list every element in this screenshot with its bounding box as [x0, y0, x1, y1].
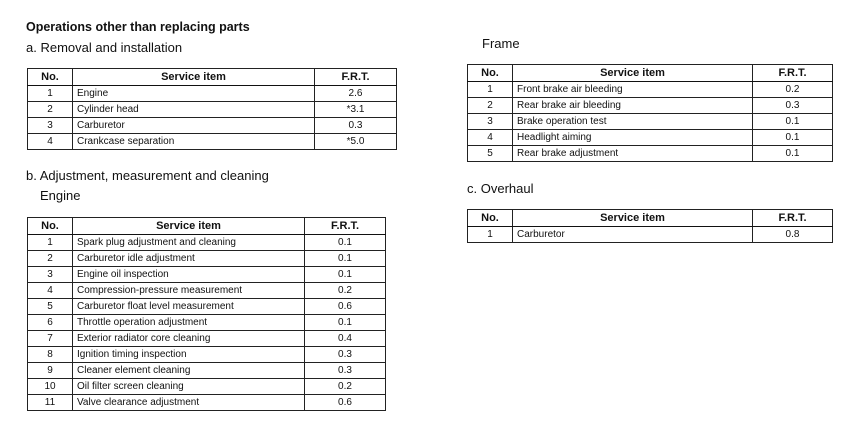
table-row — [468, 227, 833, 243]
service-item-cell: Carburetor — [73, 118, 315, 134]
row-number: 11 — [28, 395, 73, 411]
row-number: 3 — [468, 114, 513, 130]
table-row — [28, 363, 386, 379]
table-header-row — [468, 210, 833, 227]
header-frt: F.R.T. — [305, 218, 386, 235]
table-header-row — [28, 218, 386, 235]
service-item-cell: Compression-pressure measurement — [73, 283, 305, 299]
service-item-cell: Front brake air bleeding — [513, 82, 753, 98]
frt-value: 2.6 — [315, 86, 397, 102]
frt-value: 0.6 — [305, 395, 386, 411]
table-row — [468, 98, 833, 114]
service-item-cell: Brake operation test — [513, 114, 753, 130]
frame-table — [467, 64, 833, 162]
row-number: 5 — [28, 299, 73, 315]
row-number: 1 — [468, 227, 513, 243]
service-item-cell: Carburetor idle adjustment — [73, 251, 305, 267]
row-number: 1 — [28, 86, 73, 102]
table-row — [28, 347, 386, 363]
row-number: 1 — [28, 235, 73, 251]
frt-value: 0.3 — [305, 363, 386, 379]
removal-installation-table — [27, 68, 397, 150]
adjustment-engine-table — [27, 217, 386, 411]
row-number: 4 — [28, 283, 73, 299]
header-service-item: Service item — [513, 65, 753, 82]
service-item-cell: Engine oil inspection — [73, 267, 305, 283]
overhaul-table — [467, 209, 833, 243]
table-row — [28, 102, 397, 118]
row-number: 6 — [28, 315, 73, 331]
service-item-cell: Rear brake adjustment — [513, 146, 753, 162]
table-row — [28, 251, 386, 267]
table-row — [28, 86, 397, 102]
section-c-title: c. Overhaul — [467, 181, 534, 196]
service-item-cell: Rear brake air bleeding — [513, 98, 753, 114]
header-frt: F.R.T. — [753, 210, 833, 227]
table-row — [28, 134, 397, 150]
frt-value: 0.2 — [305, 379, 386, 395]
table-header-row — [28, 69, 397, 86]
service-item-cell: Cleaner element cleaning — [73, 363, 305, 379]
row-number: 4 — [28, 134, 73, 150]
row-number: 3 — [28, 118, 73, 134]
header-no: No. — [468, 210, 513, 227]
service-item-cell: Engine — [73, 86, 315, 102]
frt-value: 0.1 — [305, 235, 386, 251]
table-row — [28, 395, 386, 411]
table-row — [28, 283, 386, 299]
service-item-cell: Exterior radiator core cleaning — [73, 331, 305, 347]
service-item-cell: Ignition timing inspection — [73, 347, 305, 363]
row-number: 5 — [468, 146, 513, 162]
section-a-title: a. Removal and installation — [26, 40, 183, 55]
frt-value: 0.1 — [753, 130, 833, 146]
table-row — [28, 299, 386, 315]
service-item-cell: Cylinder head — [73, 102, 315, 118]
frt-value: 0.3 — [315, 118, 397, 134]
row-number: 2 — [28, 251, 73, 267]
frt-value: *5.0 — [315, 134, 397, 150]
row-number: 3 — [28, 267, 73, 283]
table-row — [28, 331, 386, 347]
header-frt: F.R.T. — [315, 69, 397, 86]
table-row — [468, 146, 833, 162]
section-b-subtitle: Engine — [40, 188, 81, 203]
table-row — [28, 379, 386, 395]
row-number: 4 — [468, 130, 513, 146]
header-service-item: Service item — [73, 218, 305, 235]
frame-title: Frame — [482, 36, 520, 51]
row-number: 1 — [468, 82, 513, 98]
header-frt: F.R.T. — [753, 65, 833, 82]
table-row — [28, 235, 386, 251]
frt-value: 0.4 — [305, 331, 386, 347]
service-item-cell: Crankcase separation — [73, 134, 315, 150]
header-service-item: Service item — [513, 210, 753, 227]
table-row — [468, 130, 833, 146]
row-number: 9 — [28, 363, 73, 379]
service-item-cell: Spark plug adjustment and cleaning — [73, 235, 305, 251]
table-row — [468, 114, 833, 130]
section-b-title: b. Adjustment, measurement and cleaning — [26, 168, 269, 183]
header-no: No. — [28, 69, 73, 86]
frt-value: 0.2 — [753, 82, 833, 98]
frt-value: 0.6 — [305, 299, 386, 315]
frt-value: *3.1 — [315, 102, 397, 118]
table-row — [28, 315, 386, 331]
frt-value: 0.8 — [753, 227, 833, 243]
frt-value: 0.2 — [305, 283, 386, 299]
service-item-cell: Carburetor — [513, 227, 753, 243]
row-number: 10 — [28, 379, 73, 395]
service-item-cell: Carburetor float level measurement — [73, 299, 305, 315]
table-row — [468, 82, 833, 98]
page-title: Operations other than replacing parts — [26, 20, 250, 34]
row-number: 8 — [28, 347, 73, 363]
service-item-cell: Oil filter screen cleaning — [73, 379, 305, 395]
service-item-cell: Throttle operation adjustment — [73, 315, 305, 331]
header-no: No. — [28, 218, 73, 235]
row-number: 2 — [28, 102, 73, 118]
table-row — [28, 118, 397, 134]
frt-value: 0.1 — [305, 267, 386, 283]
service-item-cell: Headlight aiming — [513, 130, 753, 146]
service-item-cell: Valve clearance adjustment — [73, 395, 305, 411]
frt-value: 0.1 — [305, 315, 386, 331]
frt-value: 0.3 — [305, 347, 386, 363]
frt-value: 0.3 — [753, 98, 833, 114]
table-row — [28, 267, 386, 283]
frt-value: 0.1 — [753, 146, 833, 162]
row-number: 2 — [468, 98, 513, 114]
header-service-item: Service item — [73, 69, 315, 86]
row-number: 7 — [28, 331, 73, 347]
header-no: No. — [468, 65, 513, 82]
table-header-row — [468, 65, 833, 82]
frt-value: 0.1 — [753, 114, 833, 130]
frt-value: 0.1 — [305, 251, 386, 267]
